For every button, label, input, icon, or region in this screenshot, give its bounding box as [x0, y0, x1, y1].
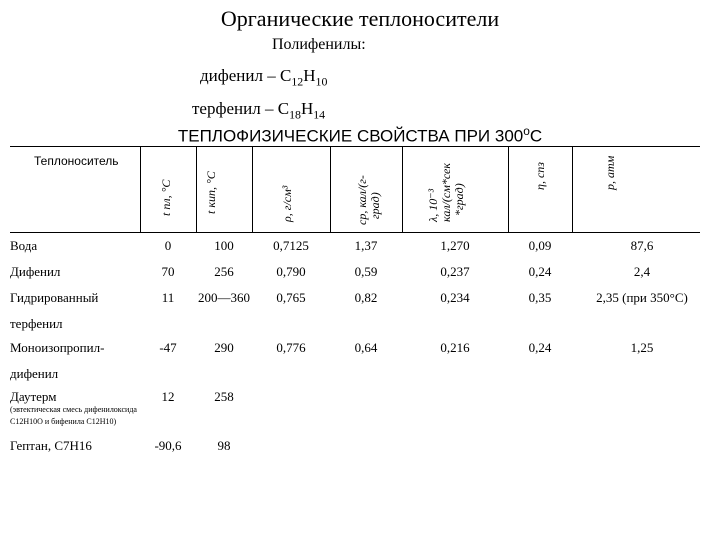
cell-rho: 0,765: [276, 290, 306, 305]
terfenil-formula: [192, 99, 325, 122]
column-divider: [252, 146, 253, 232]
table-title-degree: о: [523, 124, 530, 138]
cell-eta: 0,35: [528, 290, 552, 305]
cell-lambda: 0,237: [440, 264, 470, 279]
header-t-melt: t пл, °С: [159, 179, 173, 216]
column-divider: [572, 146, 573, 232]
cell-t-melt: 11: [161, 290, 175, 305]
column-divider: [196, 146, 197, 232]
header-cp-line1: cp, кал/(г-: [355, 175, 369, 225]
cell-lambda: 0,216: [440, 340, 470, 355]
cell-rho: 0,7125: [273, 238, 309, 253]
cell-eta: 0,24: [528, 340, 552, 355]
table-title: [0, 124, 720, 147]
header-cp: [356, 175, 382, 225]
cell-cp: 0,59: [354, 264, 378, 279]
cell-t-boil: 98: [217, 438, 231, 453]
cell-t-melt: -47: [159, 340, 177, 355]
cell-lambda: 0,234: [440, 290, 470, 305]
cell-t-boil: 200—360: [198, 290, 250, 305]
column-divider: [330, 146, 331, 232]
page-title: Органические теплоносители: [220, 6, 500, 31]
header-substance: Теплоноситель: [34, 154, 119, 168]
header-p: p, атм: [603, 155, 617, 190]
column-divider: [402, 146, 403, 232]
cell-p: 1,25: [630, 340, 654, 355]
row-name: Гептан, C7H16: [10, 438, 92, 453]
cell-eta: 0,09: [528, 238, 552, 253]
table-top-border: [10, 146, 700, 147]
cell-rho: 0,776: [276, 340, 306, 355]
cell-t-melt: 12: [161, 389, 175, 404]
cell-t-boil: 258: [214, 389, 234, 404]
header-lambda-line1: λ, 10⁻³: [426, 188, 440, 222]
row-name: Моноизопропил-: [10, 340, 105, 355]
terfenil-h: Н: [300, 99, 314, 118]
cell-t-melt: 70: [161, 264, 175, 279]
cell-t-boil: 100: [214, 238, 234, 253]
cell-p: 2,4: [633, 264, 651, 279]
header-eta: η, спз: [533, 162, 547, 190]
header-t-boil: t кип, °С: [204, 171, 218, 214]
table-title-text: ТЕПЛОФИЗИЧЕСКИЕ СВОЙСТВА ПРИ 300: [177, 126, 524, 146]
cell-t-boil: 290: [214, 340, 234, 355]
cell-t-melt: 0: [164, 238, 172, 253]
table-title-unit: С: [529, 126, 543, 146]
column-divider: [140, 146, 141, 232]
header-lambda-line3: *град): [452, 183, 466, 216]
cell-t-melt: -90,6: [154, 438, 182, 453]
row-name: Гидрированный: [10, 290, 99, 305]
header-rho: ρ, г/см³: [280, 185, 294, 222]
row-name: Даутерм: [10, 389, 57, 404]
difenil-label: дифенил – С: [200, 66, 292, 85]
cell-cp: 0,64: [354, 340, 378, 355]
row-name-cont: дифенил: [10, 366, 59, 381]
cell-cp: 1,37: [354, 238, 378, 253]
cell-rho: 0,790: [276, 264, 306, 279]
cell-p: 2,35 (при 350°С): [596, 290, 688, 305]
terfenil-label: терфенил – С: [192, 99, 290, 118]
row-note: (эвтектическая смесь дифенилоксида C12H10O и бифенила C12H10): [10, 405, 137, 426]
table-header-border: [10, 232, 700, 233]
cell-cp: 0,82: [354, 290, 378, 305]
difenil-h-count: 10: [315, 74, 328, 89]
row-name-cont: терфенил: [10, 316, 63, 331]
header-cp-line2: град): [368, 192, 382, 219]
cell-t-boil: 256: [214, 264, 234, 279]
cell-eta: 0,24: [528, 264, 552, 279]
difenil-c-count: 12: [291, 74, 304, 89]
row-name: Дифенил: [10, 264, 61, 279]
subtitle: Полифенилы:: [272, 36, 366, 53]
column-divider: [508, 146, 509, 232]
difenil-formula: [200, 66, 327, 89]
cell-p: 87,6: [630, 238, 654, 253]
header-lambda-line2: кал/(см*сек: [439, 163, 453, 222]
header-lambda: [427, 163, 466, 222]
difenil-h: Н: [303, 66, 316, 85]
terfenil-c-count: 18: [289, 107, 301, 122]
row-name: Вода: [10, 238, 38, 253]
terfenil-h-count: 14: [313, 107, 326, 122]
cell-lambda: 1,270: [440, 238, 470, 253]
